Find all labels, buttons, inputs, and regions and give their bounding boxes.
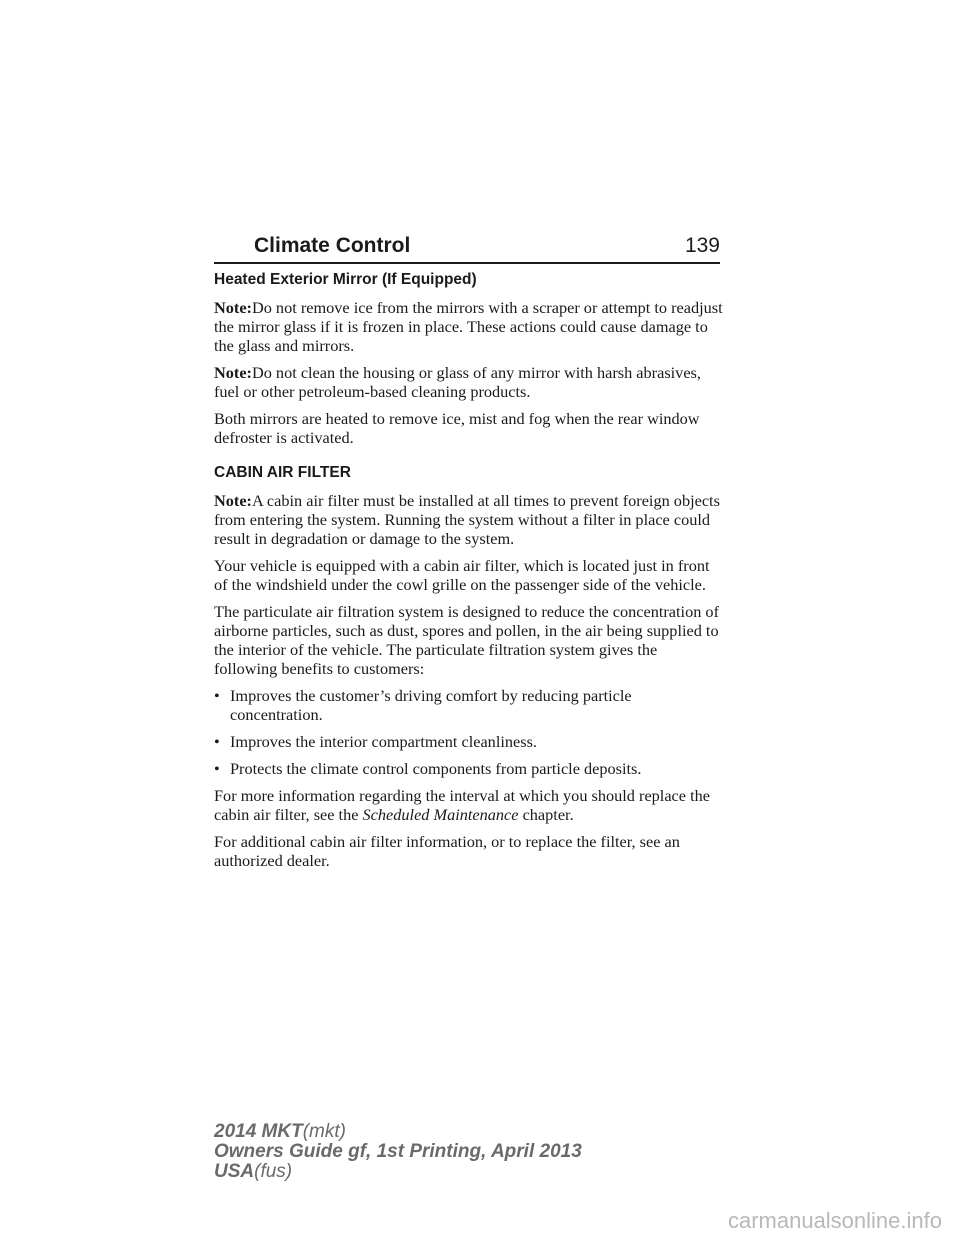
list-item xyxy=(214,732,724,751)
chapter-title: Climate Control xyxy=(254,234,411,257)
note-filter-installed xyxy=(214,491,724,548)
note-label: Note: xyxy=(214,491,252,510)
list-item xyxy=(214,759,724,778)
bullet-icon: • xyxy=(214,732,220,751)
benefits-list xyxy=(214,686,724,778)
paragraph-text: chapter. xyxy=(518,805,574,824)
footer-model-code: (mkt) xyxy=(302,1121,346,1142)
footer-market-line xyxy=(214,1162,582,1182)
note-cleaning xyxy=(214,363,724,401)
cabin-air-filter-heading: CABIN AIR FILTER xyxy=(214,464,351,481)
filtration-system-paragraph: The particulate air filtration system is designed to reduce the concentration of airborne particles, such as dust, spores and pollen, in the air being supplied to the interior of the vehicle. The particulate filtration system gives the following benefits to customers: xyxy=(214,602,719,678)
list-item-text: Improves the interior compartment cleanliness. xyxy=(230,732,537,751)
maintenance-reference-paragraph xyxy=(214,786,724,824)
note-scraper xyxy=(214,298,724,355)
filter-location-paragraph: Your vehicle is equipped with a cabin air filter, which is located just in front of the windshield under the cowl grille on the passenger side of the vehicle. xyxy=(214,556,710,594)
note-label: Note: xyxy=(214,363,252,382)
bullet-icon: • xyxy=(214,686,220,705)
footer-model: 2014 MKT xyxy=(214,1121,303,1142)
footer-market: USA xyxy=(214,1161,255,1182)
list-item xyxy=(214,686,724,724)
footer-market-code: (fus) xyxy=(254,1161,293,1182)
heated-mirror-heading: Heated Exterior Mirror (If Equipped) xyxy=(214,271,477,288)
page-content xyxy=(214,270,724,878)
paragraph-text: For more information regarding the interval at which you should replace the cabin air filter, see the xyxy=(214,786,710,824)
note-text: A cabin air filter must be installed at all times to prevent foreign objects from entering the system. Running the system without a filter in place could result in degradation or damage to the system. xyxy=(214,491,720,548)
scheduled-maintenance-reference: Scheduled Maintenance xyxy=(362,805,519,824)
page-number: 139 xyxy=(684,234,720,257)
bullet-icon: • xyxy=(214,759,220,778)
note-label: Note: xyxy=(214,298,252,317)
footer-edition-line: Owners Guide gf, 1st Printing, April 2013 xyxy=(214,1141,582,1162)
list-item-text: Protects the climate control components from particle deposits. xyxy=(230,759,642,778)
page-header xyxy=(214,226,720,264)
site-watermark: carmanualsonline.info xyxy=(727,1208,942,1233)
footer-model-line xyxy=(214,1122,582,1142)
note-text: Do not remove ice from the mirrors with a scraper or attempt to readjust the mirror glass if it is frozen in place. These actions could cause damage to the glass and mirrors. xyxy=(214,298,723,355)
note-text: Do not clean the housing or glass of any mirror with harsh abrasives, fuel or other petroleum-based cleaning products. xyxy=(214,363,701,401)
list-item-text: Improves the customer’s driving comfort by reducing particle concentration. xyxy=(230,686,632,724)
mirror-heating-paragraph: Both mirrors are heated to remove ice, mist and fog when the rear window defroster is activated. xyxy=(214,409,700,447)
dealer-paragraph: For additional cabin air filter information, or to replace the filter, see an authorized dealer. xyxy=(214,832,680,870)
print-footer xyxy=(214,1122,582,1182)
